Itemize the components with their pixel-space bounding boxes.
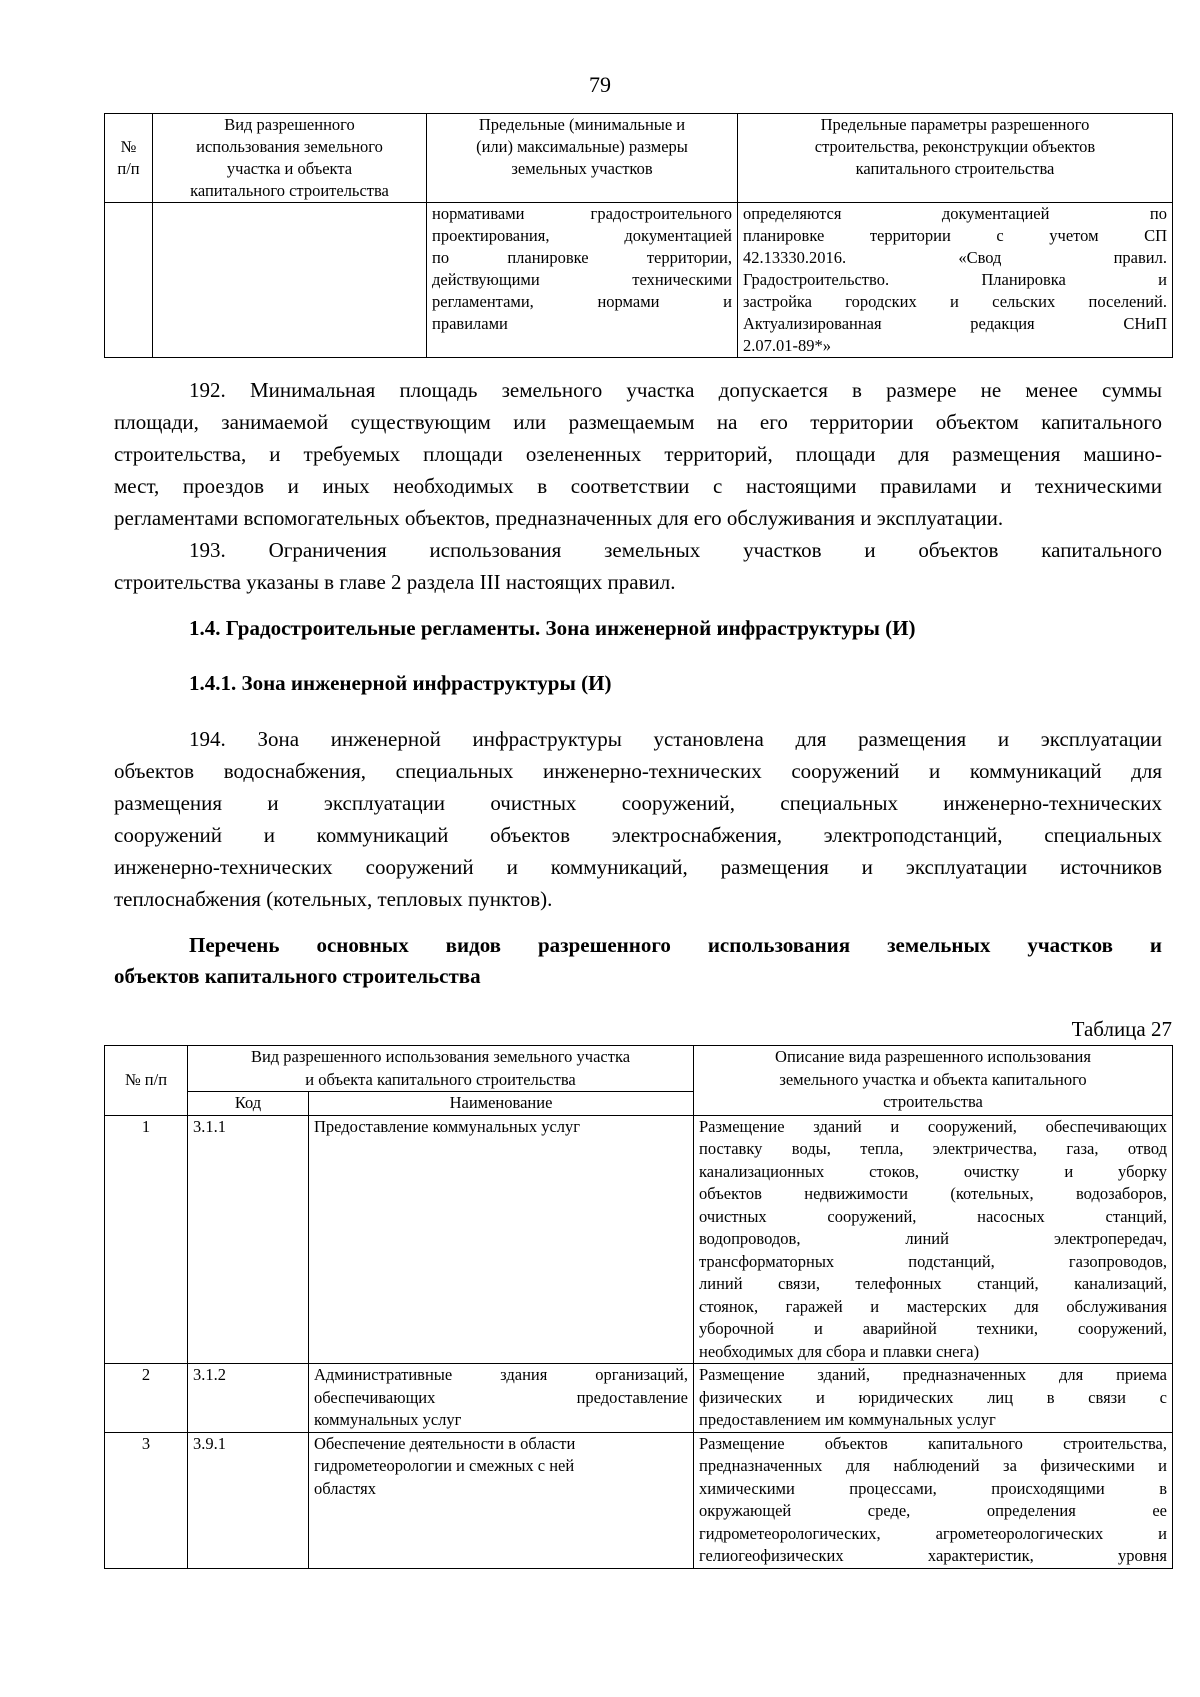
table-row (105, 1432, 1173, 1568)
header-limits (427, 114, 738, 203)
cell-line: необходимых для сбора и плавки снега) (699, 1341, 980, 1361)
cell-line: стоянок, гаражей и мастерских для обслуживания (699, 1296, 1167, 1316)
paragraph-line: объектов водоснабжения, специальных инженерно-технических сооружений и коммуникаций для (114, 759, 1162, 783)
header-desc (694, 1046, 1173, 1116)
table-caption: Таблица 27 (1071, 1017, 1172, 1041)
cell-line: по планировке территории, (432, 248, 732, 267)
cell-line: обеспечивающих предоставление (314, 1387, 688, 1407)
header-text: (или) максимальные) размеры (476, 137, 688, 156)
cell-line: областях (314, 1478, 376, 1498)
cell-line: Предоставление коммунальных услуг (314, 1116, 581, 1136)
cell-desc (694, 1364, 1173, 1433)
cell-line: предназначенных для наблюдений за физическими и (699, 1456, 1167, 1475)
cell-limits (427, 203, 738, 358)
cell-line: коммунальных услуг (314, 1410, 462, 1429)
cell-code: 3.9.1 (188, 1432, 309, 1568)
header-text: земельного участка и объекта капитального (779, 1069, 1087, 1089)
cell-line: линий связи, телефонных станций, канализаций, (699, 1274, 1167, 1293)
cell-line: трансформаторных подстанций, газопроводов, (699, 1251, 1167, 1271)
list-heading-line: Перечень основных видов разрешенного использования земельных участков и (189, 933, 1162, 957)
header-text: № (120, 137, 137, 156)
cell-line: Актуализированная редакция СНиП (743, 314, 1167, 333)
header-text: Вид разрешенного использования земельного участка (250, 1047, 631, 1066)
list-heading-line: объектов капитального строительства (114, 964, 481, 988)
continued-regulations-table (104, 113, 1173, 358)
paragraph-line: регламентами вспомогательных объектов, предназначенных для его обслуживания и эксплуатации. (114, 506, 1004, 530)
paragraph-line: размещения и эксплуатации очистных сооружений, специальных инженерно-технических (114, 791, 1162, 815)
cell-num: 2 (105, 1364, 188, 1433)
cell-line: предоставлением им коммунальных услуг (699, 1410, 996, 1429)
paragraph-line: инженерно-технических сооружений и коммуникаций, размещения и эксплуатации источников (114, 855, 1162, 879)
section-heading-1-4: 1.4. Градостроительные регламенты. Зона инженерной инфраструктуры (И) (189, 616, 916, 640)
header-text: строительства, реконструкции объектов (814, 137, 1096, 156)
header-num (105, 114, 153, 203)
cell-line: гидрометеорологических, агрометеорологических и (699, 1523, 1167, 1543)
cell-line: уборочной и аварийной техники, сооружений, (699, 1319, 1167, 1338)
paragraph-line: строительства указаны в главе 2 раздела III настоящих правил. (114, 570, 676, 594)
header-text: Описание вида разрешенного использования (775, 1047, 1091, 1066)
cell-name (309, 1432, 694, 1568)
cell-line: 42.13330.2016. «Свод правил. (743, 248, 1167, 267)
header-type (153, 114, 427, 203)
page-number: 79 (589, 72, 611, 97)
cell-line: гидрометеорологии и смежных с ней (314, 1456, 575, 1475)
cell-line: проектирования, документацией (432, 226, 732, 245)
cell-line: застройка городских и сельских поселений. (743, 292, 1167, 311)
header-text: использования земельного (196, 137, 383, 156)
cell-name (309, 1115, 694, 1364)
header-text: и объекта капитального строительства (305, 1069, 576, 1089)
header-text: Вид разрешенного (224, 115, 355, 134)
cell-line: очистных сооружений, насосных станций, (699, 1206, 1167, 1226)
cell-num (105, 203, 153, 358)
cell-line: Обеспечение деятельности в области (314, 1433, 576, 1453)
cell-line: физических и юридических лиц в связи с (699, 1387, 1167, 1407)
cell-line: действующими техническими (432, 270, 732, 289)
paragraph-line: мест, проездов и иных необходимых в соответствии с настоящими правилами и техническими (114, 474, 1162, 498)
paragraph-line: сооружений и коммуникаций объектов электроснабжения, электроподстанций, специальных (114, 823, 1162, 847)
header-code: Код (188, 1092, 309, 1116)
section-heading-1-4-1: 1.4.1. Зона инженерной инфраструктуры (И) (189, 671, 612, 695)
header-text: участка и объекта (226, 159, 353, 178)
cell-line: объектов недвижимости (котельных, водозаборов, (699, 1184, 1167, 1203)
header-text: земельных участков (511, 159, 653, 178)
cell-line: водопроводов, линий электропередач, (699, 1229, 1167, 1248)
cell-line: определяются документацией по (743, 204, 1167, 223)
header-type-group (188, 1046, 694, 1092)
cell-line: гелиогеофизических характеристик, уровня (699, 1546, 1167, 1565)
cell-line: 2.07.01-89*» (743, 336, 831, 355)
cell-desc (694, 1432, 1173, 1568)
paragraph-193 (114, 534, 1162, 598)
cell-line: Градостроительство. Планировка и (743, 270, 1167, 289)
header-text: капитального строительства (190, 181, 389, 200)
cell-num: 1 (105, 1115, 188, 1364)
table-header-row (105, 114, 1173, 203)
cell-name (309, 1364, 694, 1433)
header-text: Предельные параметры разрешенного (820, 115, 1090, 134)
cell-line: нормативами градостроительного (432, 204, 732, 223)
cell-line: Размещение объектов капитального строительства, (699, 1433, 1167, 1453)
table-row (105, 1364, 1173, 1433)
paragraph-line: 193. Ограничения использования земельных участков и объектов капитального (189, 538, 1162, 562)
header-name: Наименование (309, 1092, 694, 1116)
header-text: Предельные (минимальные и (478, 115, 686, 134)
header-text: капитального строительства (855, 159, 1055, 178)
paragraph-192 (114, 374, 1162, 534)
header-text: строительства (883, 1092, 983, 1111)
cell-line: химическими процессами, происходящими в (699, 1478, 1167, 1498)
cell-line: окружающей среде, определения ее (699, 1501, 1167, 1520)
paragraph-line: 192. Минимальная площадь земельного участка допускается в размере не менее суммы (189, 378, 1162, 402)
table-row (105, 1115, 1173, 1364)
cell-code: 3.1.1 (188, 1115, 309, 1364)
cell-line: Административные здания организаций, (314, 1365, 688, 1384)
table-row (105, 203, 1173, 358)
paragraph-line: строительства, и требуемых площади озелененных территорий, площади для размещения машино- (114, 442, 1162, 466)
permitted-use-table (104, 1045, 1173, 1569)
table-header-row (105, 1046, 1173, 1092)
cell-line: регламентами, нормами и (432, 292, 732, 311)
cell-line: Размещение зданий и сооружений, обеспечивающих (699, 1116, 1167, 1136)
paragraph-194 (114, 723, 1162, 915)
paragraph-line: теплоснабжения (котельных, тепловых пунктов). (114, 887, 553, 911)
cell-line: поставку воды, тепла, электричества, газа, отвод (699, 1139, 1167, 1158)
cell-params (738, 203, 1173, 358)
list-heading (114, 930, 1162, 992)
header-params (738, 114, 1173, 203)
cell-desc (694, 1115, 1173, 1364)
header-num: № п/п (105, 1046, 188, 1116)
header-text: п/п (117, 159, 140, 178)
cell-line: правилами (432, 314, 508, 333)
cell-line: Размещение зданий, предназначенных для приема (699, 1365, 1167, 1384)
cell-line: планировке территории с учетом СП (743, 226, 1167, 245)
cell-num: 3 (105, 1432, 188, 1568)
cell-type (153, 203, 427, 358)
paragraph-line: 194. Зона инженерной инфраструктуры установлена для размещения и эксплуатации (189, 727, 1162, 751)
cell-code: 3.1.2 (188, 1364, 309, 1433)
cell-line: канализационных стоков, очистку и уборку (699, 1161, 1167, 1181)
paragraph-line: площади, занимаемой существующим или размещаемым на его территории объектом капитального (114, 410, 1162, 434)
